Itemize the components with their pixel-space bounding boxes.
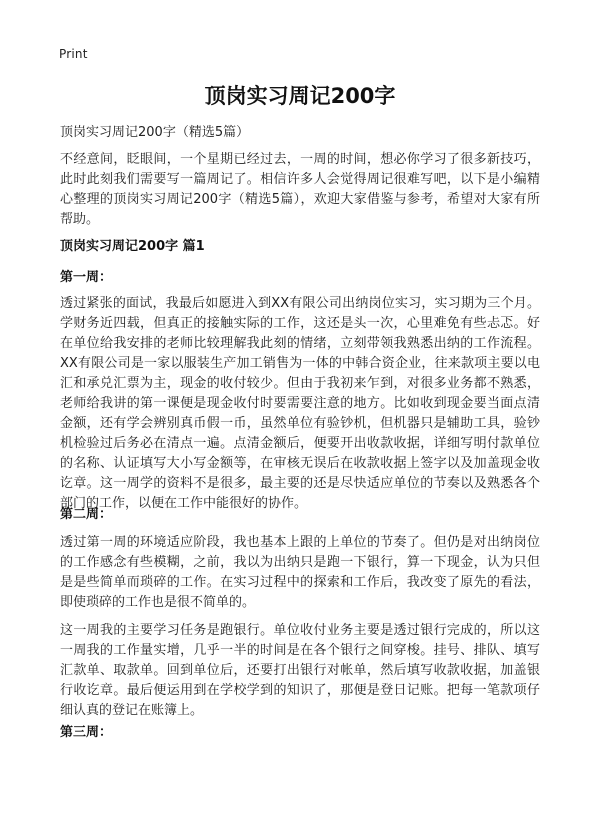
week-heading: 第二周： <box>60 507 113 522</box>
print-link[interactable]: Print <box>59 47 88 61</box>
week-heading: 第三周： <box>60 725 113 740</box>
intro-paragraph: 不经意间，眨眼间，一个星期已经过去，一周的时间，想必你学习了很多新技巧，此时此刻我们需要写一篇周记了。相信许多人会觉得周记很难写吧，以下是小编精心整理的顶岗实习周记200字（精选5篇），欢迎大家借鉴与参考，希望对大家有所帮助。 <box>60 152 540 227</box>
week-heading: 第一周： <box>60 270 113 285</box>
section-title: 顶岗实习周记200字 篇1 <box>60 239 205 254</box>
document-subtitle: 顶岗实习周记200字（精选5篇） <box>60 125 250 140</box>
page-title: 顶岗实习周记200字 <box>204 84 396 108</box>
week-paragraph: 透过紧张的面试，我最后如愿进入到XX有限公司出纳岗位实习，实习期为三个月。学财务近四载，但真正的接触实际的工作，这还是头一次，心里难免有些忐忑。好在单位给我安排的老师比较理解我此刻的情绪，立刻带领我熟悉出纳的工作流程。XX有限公司是一家以服装生产加工销售为一体的中韩合资企业，往来款项主要以电汇和承兑汇票为主，现金的收付较少。但由于我初来乍到，对很多业务都不熟悉，老师给我讲的第一课便是现金收付时要需要注意的地方。比如收到现金要当面点清金额，还有学会辨别真币假一币，虽然单位有验钞机，但机器只是辅助工具，验钞机检验过后务必在清点一遍。点清金额后，便要开出收款收据，详细写明付款单位的名称、认证填写大小写金额等，在审核无误后在收款收据上签字以及加盖现金收讫章。这一周学的资料不是很多，最主要的还是尽快适应单位的节奏以及熟悉各个部门的工作，以便在工作中能很好的协作。 <box>60 296 540 511</box>
week-paragraph: 透过第一周的环境适应阶段，我也基本上跟的上单位的节奏了。但仍是对出纳岗位的工作感念有些模糊，之前，我以为出纳只是跑一下银行，算一下现金，认为只但是是些简单而琐碎的工作。在实习过程中的探索和工作后，我改变了原先的看法，即使琐碎的工作也是很不简单的。 <box>60 535 540 610</box>
week-paragraph: 这一周我的主要学习任务是跑银行。单位收付业务主要是透过银行完成的，所以这一周我的工作量实增，几乎一半的时间是在各个银行之间穿梭。挂号、排队、填写汇款单、取款单。回到单位后，还要打出银行对帐单，然后填写收款收据，加盖银行收讫章。最后便运用到在学校学到的知识了，那便是登日记账。把每一笔款项仔细认真的登记在账簿上。 <box>60 623 540 718</box>
